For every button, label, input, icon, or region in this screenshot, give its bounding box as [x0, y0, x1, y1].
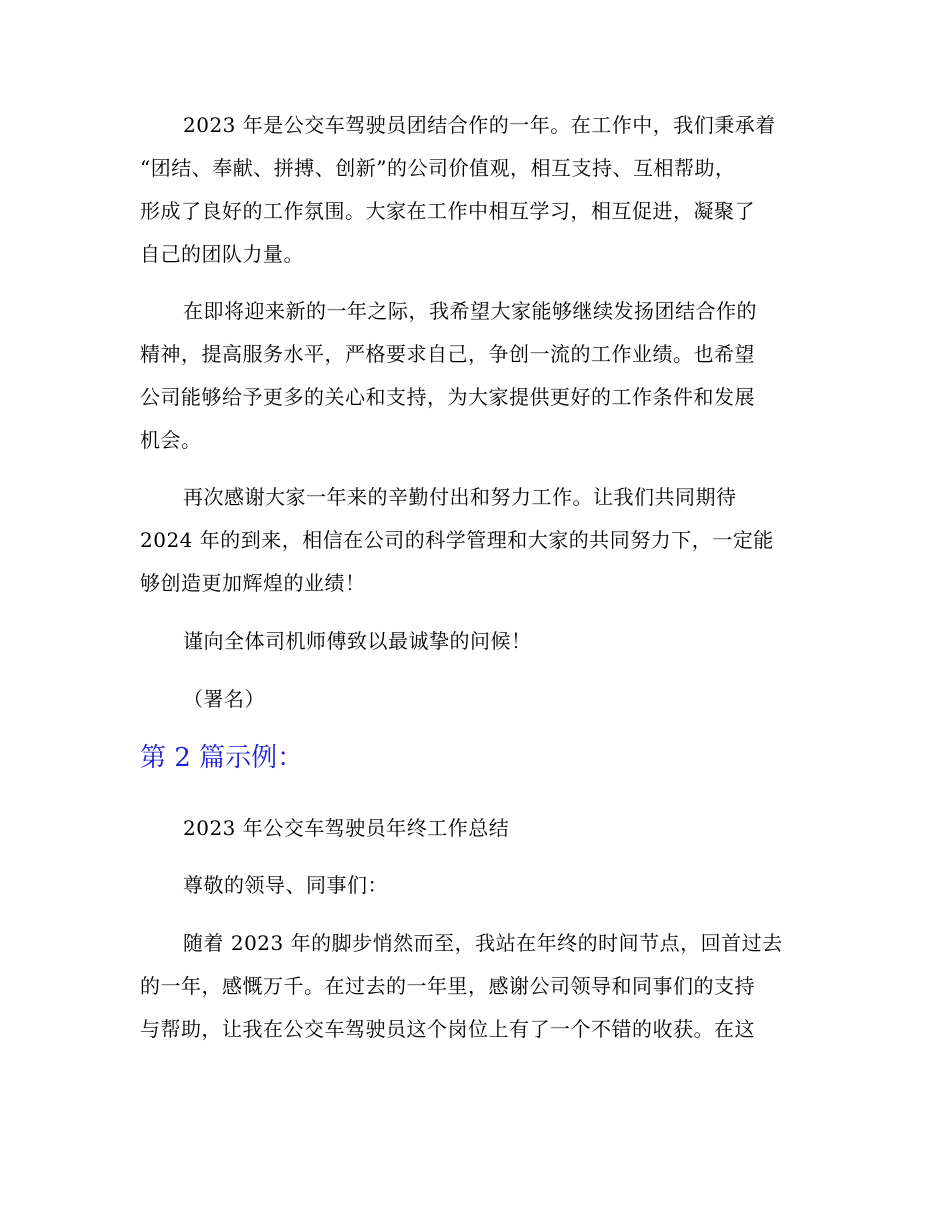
paragraph-line: 机会。: [140, 428, 202, 452]
paragraph-line: 与帮助，让我在公交车驾驶员这个岗位上有了一个不错的收获。在这: [140, 1017, 755, 1041]
paragraph-line: 形成了良好的工作氛围。大家在工作中相互学习，相互促进，凝聚了: [140, 199, 755, 223]
greeting-line: 尊敬的领导、同事们：: [183, 873, 388, 897]
example-title: 2023 年公交车驾驶员年终工作总结: [183, 816, 510, 840]
paragraph-line: 精神，提高服务水平，严格要求自己，争创一流的工作业绩。也希望: [140, 342, 755, 366]
section-heading: 第 2 篇示例：: [140, 743, 304, 773]
paragraph-line: 公司能够给予更多的关心和支持，为大家提供更好的工作条件和发展: [140, 385, 755, 409]
paragraph-line: 自己的团队力量。: [140, 242, 304, 266]
paragraph-line: “团结、奉献、拼搏、创新”的公司价值观，相互支持、互相帮助，: [140, 156, 736, 180]
paragraph-line: 再次感谢大家一年来的辛勤付出和努力工作。让我们共同期待: [183, 485, 737, 509]
paragraph-line: 2024 年的到来，相信在公司的科学管理和大家的共同努力下，一定能: [140, 528, 774, 552]
paragraph-line: 2023 年是公交车驾驶员团结合作的一年。在工作中，我们秉承着: [183, 113, 776, 137]
paragraph-line: 在即将迎来新的一年之际，我希望大家能够继续发扬团结合作的: [183, 299, 757, 323]
paragraph-line: 谨向全体司机师傅致以最诚挚的问候！: [183, 629, 532, 653]
paragraph-line: 的一年，感慨万千。在过去的一年里，感谢公司领导和同事们的支持: [140, 974, 755, 998]
paragraph-line: 随着 2023 年的脚步悄然而至，我站在年终的时间节点，回首过去: [183, 931, 783, 955]
paragraph-line: 够创造更加辉煌的业绩！: [140, 571, 366, 595]
signature-line: （署名）: [183, 687, 265, 711]
